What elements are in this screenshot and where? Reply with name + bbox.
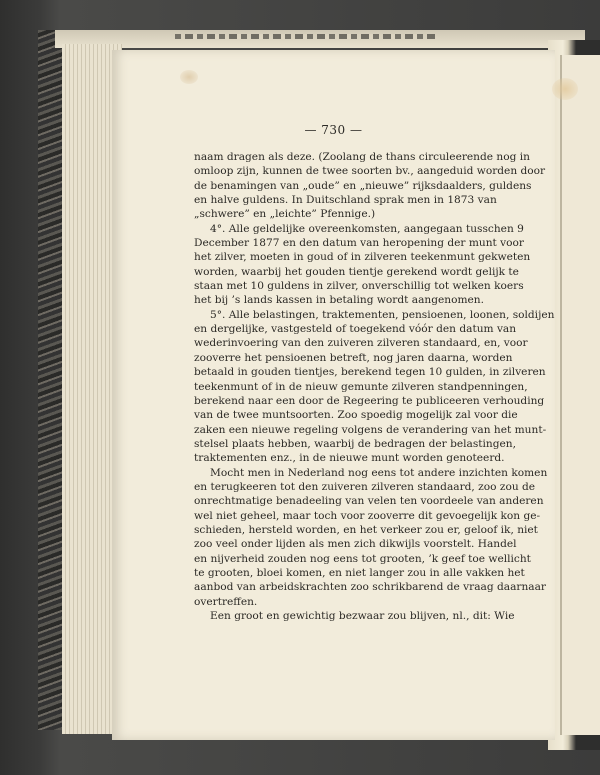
text-line: naam dragen als deze. (Zoolang de thans circuleerende nog in: [194, 151, 530, 163]
text-line: berekend naar een door de Regeering te publiceeren verhouding: [194, 394, 545, 407]
text-line: staan met 10 guldens in zilver, onverschillig tot welken koers: [194, 280, 524, 293]
text-line: overtreffen.: [194, 595, 258, 608]
text-line: schieden, hersteld worden, en het verkeer zou er, geloof ik, niet: [194, 523, 538, 536]
text-line: Een groot en gewichtig bezwaar zou blijven, nl., dit: Wie: [210, 610, 515, 622]
text-line: 5°. Alle belastingen, traktementen, pensioenen, loonen, soldijen: [210, 308, 555, 321]
text-line: betaald in gouden tientjes, berekend tegen 10 gulden, in zilveren: [194, 366, 546, 379]
text-line: zaken een nieuwe regeling volgens de verandering van het munt-: [194, 423, 547, 436]
text-line: 4°. Alle geldelijke overeenkomsten, aangegaan tusschen 9: [210, 222, 524, 235]
text-line: en dergelijke, vastgesteld of toegekend vóór den datum van: [194, 323, 517, 336]
text-line: en terugkeeren tot den zuiveren zilveren standaard, zoo zou de: [194, 480, 536, 493]
text-line: van de twee muntsoorten. Zoo spoedig mogelijk zal voor die: [194, 409, 518, 422]
text-line: teekenmunt of in de nieuw gemunte zilveren standpenningen,: [194, 380, 528, 393]
text-line: zoo veel onder lijden als men zich dikwijls voorstelt. Handel: [194, 538, 517, 551]
paragraph: [194, 609, 515, 623]
body-text: [194, 150, 555, 623]
facing-page: [560, 55, 600, 735]
text-line: December 1877 en den datum van heropening der munt voor: [194, 237, 524, 250]
book-page: [112, 50, 555, 740]
paragraph: [194, 308, 555, 466]
text-line: traktementen enz., in de nieuwe munt worden genoteerd.: [194, 452, 505, 465]
paragraph: [194, 150, 546, 222]
text-line: Mocht men in Nederland nog eens tot andere inzichten komen: [210, 466, 548, 479]
text-line: te grooten, bloei komen, en niet langer zou in alle vakken het: [194, 566, 525, 579]
paragraph: [194, 222, 531, 308]
text-line: wederinvoering van den zuiveren zilveren standaard, en, voor: [194, 337, 528, 350]
text-line: wel niet geheel, maar toch voor zooverre dit gevoegelijk kon ge-: [194, 509, 541, 522]
text-line: aanbod van arbeidskrachten zoo schrikbarend de vraag daarnaar: [194, 581, 546, 594]
text-line: worden, waarbij het gouden tientje gerekend wordt gelijk te: [194, 265, 519, 278]
text-line: stelsel plaats hebben, waarbij de bedragen der belastingen,: [194, 437, 516, 450]
text-line: onrechtmatige benadeeling van velen ten voordeele van anderen: [194, 495, 544, 508]
text-line: het bij ’s lands kassen in betaling wordt aangenomen.: [194, 294, 484, 307]
text-line: en nijverheid zouden nog eens tot grooten, ’k geef toe wellicht: [194, 552, 531, 565]
text-line: en halve guldens. In Duitschland sprak men in 1873 van: [194, 194, 497, 207]
text-line: de benamingen van „oude” en „nieuwe” rijksdaalders, guldens: [194, 179, 532, 192]
paper-stain: [180, 70, 198, 84]
text-line: het zilver, moeten in goud of in zilveren teekenmunt gekweten: [194, 251, 531, 264]
text-line: zooverre het pensioenen betreft, nog jaren daarna, worden: [194, 351, 513, 364]
page-number: — 730 —: [304, 123, 363, 137]
paragraph: [194, 466, 548, 609]
book-top-edge: [55, 30, 585, 48]
text-line: „schwere” en „leichte” Pfennige.): [194, 208, 376, 221]
paper-stain: [552, 78, 578, 100]
text-line: omloop zijn, kunnen de twee soorten bv., aangeduid worden door: [194, 165, 546, 178]
